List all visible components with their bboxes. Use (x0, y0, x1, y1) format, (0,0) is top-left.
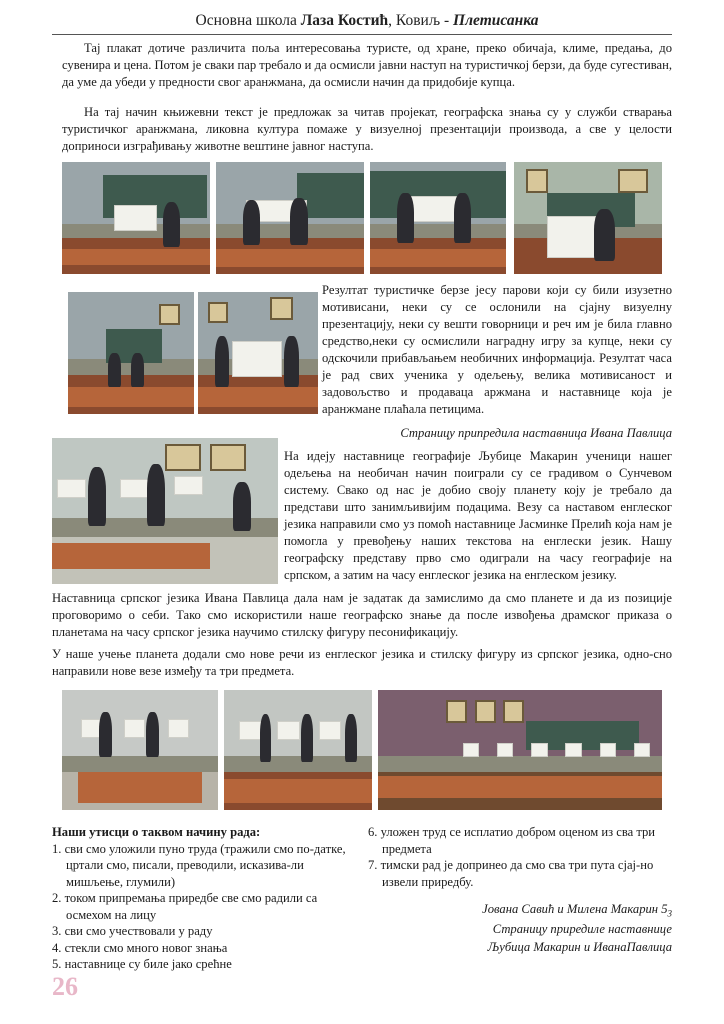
impression-item: 6. уложен труд се исплатио добром оценом из сва три предмета (368, 825, 656, 856)
paragraph-3: Резултат туристичке берзе јесу парови који су били изузетно мотивисани, неки су се ослонили на сјајну визуелну презентацију, неки су вешти говорници и реч им је била главно средство,неки су осмислили наградну игру за купце, неки су одскочили прибављањем необичних информација. Резултат часа је рад свих ученика у одељењу, велика мотивисаност и задовољство и продаваца аржмана и наставнице која је аранжмане плаћала петицима. (322, 283, 672, 416)
school-name: Лаза Костић (300, 12, 389, 29)
paragraph-5: Наставница српског језика Ивана Павлица дала нам је задатак да замислимо да смо планете и да из позиције проговоримо о себи. Тако смо искористили наше географско знање да после извођења драмског приказа о планетама на часу српског језика научимо стилску фигуру песонификацију. (52, 591, 672, 639)
signature-teachers: Љубица Макарин и ИванаПавлица (487, 940, 672, 954)
paragraph-1: Тај плакат дотиче различита поља интересовања туристе, од хране, преко обичаја, климе, предања, до сувенира и цена. Потом је сваки пар требало и да осмисли јавни наступ на туристичкој берзи, да буде сугестиван, да уме да убеди у предности свог аранжмана, да осмисли начин да придобије купца. (62, 41, 672, 89)
photo-classroom-5 (68, 292, 194, 414)
photo-classroom-4 (514, 162, 662, 274)
impressions-title: Наши утисци о таквом начину рада: (52, 825, 261, 839)
photo-planets-2 (224, 690, 372, 810)
impressions-list-right (368, 824, 668, 890)
class-subscript: 3 (667, 908, 672, 919)
photo-planets-3 (378, 690, 662, 810)
magazine-title: Плетисанка (453, 12, 539, 29)
photo-classroom-1 (62, 162, 210, 274)
impression-item: 2. током припремања приредбе све смо радили са осмехом на лицу (52, 891, 318, 922)
impression-item: 4. стекли смо много новог знања (52, 940, 228, 955)
header-rule (52, 34, 672, 35)
page-header (62, 12, 672, 30)
school-prefix: Основна школа (195, 12, 301, 29)
photo-classroom-3 (370, 162, 506, 274)
impression-item: 7. тимски рад је допринео да смо сва три пута сјај-но извели приредбу. (368, 858, 654, 889)
impression-item: 5. наставнице су биле јако срећне (52, 957, 232, 971)
paragraph-2: На тај начин књижевни текст је предложак за читав пројекат, географска знања су у служби стварања туристичког аранжмана, ликовна култура помаже у визуелној презентацији производа, а све у целости доприноси изграђивању животне вештине јавног наступа. (62, 105, 672, 153)
place: , Ковиљ - (388, 12, 454, 29)
impression-item: 3. сви смо учествовали у раду (52, 924, 213, 938)
students-names: Јована Савић и Милена Макарин 5 (482, 902, 668, 916)
paragraph-4: На идеју наставнице географије Љубице Макарин ученици нашег одељења на необичан начин поиграли су се градивом о Сунчевом систему. Свако од нас је добио своју планету коју је требало да представи што занимљивијим подацима. Везу са наставом енглеског језика направили смо уз помоћ наставнице Јасминке Прелић која нам је помогла у превођењу наших текстова на енглески језик. Нашу географску представу прво смо одиграли на часу географије на српском, а затим на часу енглеског језика на енглеском језику. (284, 449, 672, 582)
signature-prepared: Страницу приредиле наставнице (492, 922, 672, 936)
impression-item: 1. сви смо уложили пуно труда (тражили смо по-датке, цртали смо, писали, преводили, исказива-ли мишљење, глумили) (52, 841, 346, 889)
paragraph-6: У наше учење планета додали смо нове речи из енглеског језика и стилску фигуру из српског језика, одно-сно направили нове везе између та три предмета. (52, 647, 672, 678)
page-number: 26 (52, 972, 78, 1001)
signature-students (368, 902, 672, 919)
photo-classroom-6 (198, 292, 318, 414)
signature-teacher: Страницу припредила наставница Ивана Павлица (400, 426, 672, 440)
photo-planets-1 (62, 690, 218, 810)
impressions-list-left (52, 824, 352, 973)
photo-planets-class (52, 438, 278, 584)
photo-classroom-2 (216, 162, 364, 274)
